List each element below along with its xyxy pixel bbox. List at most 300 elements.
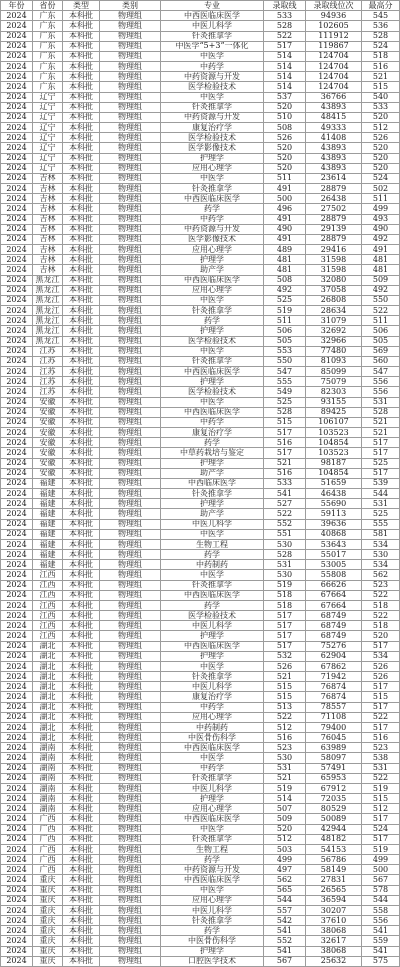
cell-category: 物理组 bbox=[100, 154, 161, 164]
cell-major: 中西医临床医学 bbox=[161, 814, 264, 824]
cell-category: 物理组 bbox=[100, 509, 161, 519]
cell-cutoff-score: 521 bbox=[264, 774, 306, 784]
cell-year: 2024 bbox=[1, 62, 33, 72]
cell-year: 2024 bbox=[1, 286, 33, 296]
cell-type: 本科批 bbox=[63, 581, 100, 591]
table-row bbox=[1, 367, 400, 377]
cell-cutoff-score: 555 bbox=[264, 377, 306, 387]
cell-cutoff-score: 481 bbox=[264, 255, 306, 265]
cell-category: 物理组 bbox=[100, 947, 161, 957]
cell-cutoff-score: 526 bbox=[264, 133, 306, 143]
cell-type: 本科批 bbox=[63, 713, 100, 723]
cell-province: 重庆 bbox=[33, 947, 63, 957]
cell-type: 本科批 bbox=[63, 316, 100, 326]
cell-type: 本科批 bbox=[63, 692, 100, 702]
cell-major: 中西医临床医学 bbox=[161, 11, 264, 21]
cell-cutoff-rank: 57491 bbox=[306, 764, 362, 774]
cell-cutoff-rank: 30207 bbox=[306, 906, 362, 916]
cell-cutoff-score: 553 bbox=[264, 347, 306, 357]
cell-year: 2024 bbox=[1, 743, 33, 753]
cell-year: 2024 bbox=[1, 784, 33, 794]
cell-max-score: 528 bbox=[362, 408, 400, 418]
cell-cutoff-score: 530 bbox=[264, 753, 306, 763]
cell-major: 应用心理学 bbox=[161, 896, 264, 906]
cell-max-score: 518 bbox=[362, 52, 400, 62]
cell-cutoff-score: 520 bbox=[264, 143, 306, 153]
cell-province: 广东 bbox=[33, 11, 63, 21]
cell-category: 物理组 bbox=[100, 276, 161, 286]
cell-cutoff-rank: 36766 bbox=[306, 93, 362, 103]
cell-cutoff-score: 525 bbox=[264, 296, 306, 306]
cell-cutoff-score: 522 bbox=[264, 32, 306, 42]
cell-province: 重庆 bbox=[33, 916, 63, 926]
cell-max-score: 521 bbox=[362, 428, 400, 438]
cell-max-score: 545 bbox=[362, 11, 400, 21]
cell-max-score: 517 bbox=[362, 835, 400, 845]
cell-major: 中医骨伤科学 bbox=[161, 733, 264, 743]
cell-province: 安徽 bbox=[33, 408, 63, 418]
cell-type: 本科批 bbox=[63, 743, 100, 753]
cell-category: 物理组 bbox=[100, 743, 161, 753]
cell-year: 2024 bbox=[1, 72, 33, 82]
cell-max-score: 506 bbox=[362, 326, 400, 336]
cell-category: 物理组 bbox=[100, 377, 161, 387]
cell-cutoff-score: 532 bbox=[264, 652, 306, 662]
table-row bbox=[1, 723, 400, 733]
cell-province: 江苏 bbox=[33, 367, 63, 377]
cell-year: 2024 bbox=[1, 296, 33, 306]
cell-cutoff-rank: 93155 bbox=[306, 398, 362, 408]
cell-max-score: 526 bbox=[362, 133, 400, 143]
cell-cutoff-score: 517 bbox=[264, 42, 306, 52]
cell-major: 针灸推拿学 bbox=[161, 357, 264, 367]
cell-max-score: 540 bbox=[362, 93, 400, 103]
cell-province: 湖北 bbox=[33, 703, 63, 713]
table-row bbox=[1, 347, 400, 357]
cell-year: 2024 bbox=[1, 93, 33, 103]
table-row bbox=[1, 235, 400, 245]
cell-cutoff-score: 506 bbox=[264, 326, 306, 336]
cell-category: 物理组 bbox=[100, 357, 161, 367]
cell-cutoff-score: 513 bbox=[264, 703, 306, 713]
table-row bbox=[1, 621, 400, 631]
cell-major: 中药制药 bbox=[161, 560, 264, 570]
cell-max-score: 512 bbox=[362, 804, 400, 814]
table-row bbox=[1, 428, 400, 438]
cell-province: 江西 bbox=[33, 601, 63, 611]
cell-major: 中药学 bbox=[161, 215, 264, 225]
cell-cutoff-rank: 55690 bbox=[306, 499, 362, 509]
cell-max-score: 518 bbox=[362, 621, 400, 631]
cell-major: 针灸推拿学 bbox=[161, 672, 264, 682]
cell-max-score: 509 bbox=[362, 276, 400, 286]
table-header-row bbox=[1, 1, 400, 11]
cell-major: 中医学 bbox=[161, 93, 264, 103]
cell-cutoff-score: 491 bbox=[264, 215, 306, 225]
cell-category: 物理组 bbox=[100, 143, 161, 153]
table-row bbox=[1, 499, 400, 509]
table-row bbox=[1, 886, 400, 896]
cell-max-score: 520 bbox=[362, 143, 400, 153]
cell-category: 物理组 bbox=[100, 479, 161, 489]
cell-type: 本科批 bbox=[63, 469, 100, 479]
cell-province: 江西 bbox=[33, 570, 63, 580]
cell-cutoff-score: 528 bbox=[264, 408, 306, 418]
cell-category: 物理组 bbox=[100, 570, 161, 580]
cell-year: 2024 bbox=[1, 255, 33, 265]
cell-type: 本科批 bbox=[63, 93, 100, 103]
cell-category: 物理组 bbox=[100, 601, 161, 611]
cell-province: 湖北 bbox=[33, 723, 63, 733]
cell-year: 2024 bbox=[1, 398, 33, 408]
cell-major: 药学 bbox=[161, 316, 264, 326]
cell-type: 本科批 bbox=[63, 367, 100, 377]
cell-max-score: 493 bbox=[362, 215, 400, 225]
cell-province: 福建 bbox=[33, 530, 63, 540]
cell-category: 物理组 bbox=[100, 326, 161, 336]
table-row bbox=[1, 479, 400, 489]
cell-major: 针灸推拿学 bbox=[161, 835, 264, 845]
cell-year: 2024 bbox=[1, 916, 33, 926]
cell-major: 药学 bbox=[161, 926, 264, 936]
cell-province: 辽宁 bbox=[33, 143, 63, 153]
cell-category: 物理组 bbox=[100, 408, 161, 418]
cell-category: 物理组 bbox=[100, 164, 161, 174]
cell-type: 本科批 bbox=[63, 194, 100, 204]
cell-major: 药学 bbox=[161, 601, 264, 611]
cell-max-score: 481 bbox=[362, 265, 400, 275]
cell-province: 广东 bbox=[33, 62, 63, 72]
cell-max-score: 581 bbox=[362, 530, 400, 540]
cell-max-score: 517 bbox=[362, 469, 400, 479]
table-row bbox=[1, 591, 400, 601]
cell-category: 物理组 bbox=[100, 306, 161, 316]
cell-cutoff-score: 537 bbox=[264, 93, 306, 103]
cell-category: 物理组 bbox=[100, 296, 161, 306]
table-row bbox=[1, 326, 400, 336]
cell-year: 2024 bbox=[1, 713, 33, 723]
cell-cutoff-score: 518 bbox=[264, 601, 306, 611]
cell-province: 辽宁 bbox=[33, 133, 63, 143]
cell-province: 江西 bbox=[33, 621, 63, 631]
cell-cutoff-rank: 76874 bbox=[306, 692, 362, 702]
cell-cutoff-rank: 54153 bbox=[306, 845, 362, 855]
cell-cutoff-rank: 104854 bbox=[306, 438, 362, 448]
cell-major: 医学检验技术 bbox=[161, 337, 264, 347]
cell-max-score: 533 bbox=[362, 103, 400, 113]
cell-cutoff-score: 481 bbox=[264, 265, 306, 275]
cell-cutoff-rank: 76045 bbox=[306, 733, 362, 743]
cell-major: 中西医临床医学 bbox=[161, 276, 264, 286]
table-row bbox=[1, 794, 400, 804]
table-row bbox=[1, 682, 400, 692]
cell-cutoff-rank: 42944 bbox=[306, 825, 362, 835]
table-row bbox=[1, 32, 400, 42]
cell-major: 中医学 bbox=[161, 825, 264, 835]
cell-cutoff-rank: 25632 bbox=[306, 957, 362, 967]
cell-cutoff-score: 496 bbox=[264, 204, 306, 214]
cell-type: 本科批 bbox=[63, 326, 100, 336]
cell-max-score: 519 bbox=[362, 845, 400, 855]
cell-cutoff-rank: 40868 bbox=[306, 530, 362, 540]
cell-max-score: 492 bbox=[362, 235, 400, 245]
cell-major: 护理学 bbox=[161, 154, 264, 164]
table-row bbox=[1, 52, 400, 62]
table-row bbox=[1, 316, 400, 326]
cell-year: 2024 bbox=[1, 631, 33, 641]
cell-cutoff-score: 515 bbox=[264, 418, 306, 428]
cell-max-score: 528 bbox=[362, 32, 400, 42]
cell-type: 本科批 bbox=[63, 794, 100, 804]
cell-max-score: 520 bbox=[362, 154, 400, 164]
cell-province: 吉林 bbox=[33, 215, 63, 225]
table-row bbox=[1, 21, 400, 31]
cell-cutoff-rank: 32692 bbox=[306, 326, 362, 336]
cell-major: 中药资源与开发 bbox=[161, 865, 264, 875]
cell-cutoff-score: 521 bbox=[264, 672, 306, 682]
cell-major: 中草药栽培与鉴定 bbox=[161, 448, 264, 458]
cell-province: 重庆 bbox=[33, 906, 63, 916]
cell-type: 本科批 bbox=[63, 448, 100, 458]
cell-cutoff-score: 522 bbox=[264, 509, 306, 519]
cell-province: 吉林 bbox=[33, 174, 63, 184]
cell-max-score: 567 bbox=[362, 875, 400, 885]
cell-cutoff-score: 518 bbox=[264, 591, 306, 601]
cell-cutoff-rank: 72035 bbox=[306, 794, 362, 804]
cell-major: 护理学 bbox=[161, 377, 264, 387]
cell-year: 2024 bbox=[1, 530, 33, 540]
table-row bbox=[1, 448, 400, 458]
cell-type: 本科批 bbox=[63, 764, 100, 774]
cell-major: 中医骨伤科学 bbox=[161, 936, 264, 946]
cell-cutoff-score: 520 bbox=[264, 825, 306, 835]
cell-max-score: 538 bbox=[362, 753, 400, 763]
table-row bbox=[1, 957, 400, 967]
cell-cutoff-rank: 67664 bbox=[306, 601, 362, 611]
cell-year: 2024 bbox=[1, 21, 33, 31]
cell-province: 辽宁 bbox=[33, 123, 63, 133]
cell-category: 物理组 bbox=[100, 550, 161, 560]
table-row bbox=[1, 62, 400, 72]
cell-max-score: 522 bbox=[362, 774, 400, 784]
cell-cutoff-rank: 29139 bbox=[306, 225, 362, 235]
cell-year: 2024 bbox=[1, 682, 33, 692]
cell-type: 本科批 bbox=[63, 814, 100, 824]
cell-province: 吉林 bbox=[33, 245, 63, 255]
cell-cutoff-score: 528 bbox=[264, 550, 306, 560]
cell-province: 广东 bbox=[33, 52, 63, 62]
cell-category: 物理组 bbox=[100, 886, 161, 896]
cell-year: 2024 bbox=[1, 642, 33, 652]
cell-major: 针灸推拿学 bbox=[161, 32, 264, 42]
cell-major: 康复治疗学 bbox=[161, 692, 264, 702]
cell-category: 物理组 bbox=[100, 204, 161, 214]
cell-province: 重庆 bbox=[33, 896, 63, 906]
cell-cutoff-score: 565 bbox=[264, 886, 306, 896]
cell-province: 辽宁 bbox=[33, 113, 63, 123]
table-row bbox=[1, 753, 400, 763]
cell-year: 2024 bbox=[1, 489, 33, 499]
table-row bbox=[1, 642, 400, 652]
cell-province: 辽宁 bbox=[33, 93, 63, 103]
cell-cutoff-rank: 85099 bbox=[306, 367, 362, 377]
cell-cutoff-rank: 111912 bbox=[306, 32, 362, 42]
cell-category: 物理组 bbox=[100, 682, 161, 692]
table-row bbox=[1, 459, 400, 469]
cell-year: 2024 bbox=[1, 947, 33, 957]
cell-category: 物理组 bbox=[100, 703, 161, 713]
cell-max-score: 500 bbox=[362, 865, 400, 875]
cell-year: 2024 bbox=[1, 621, 33, 631]
cell-type: 本科批 bbox=[63, 265, 100, 275]
cell-cutoff-score: 517 bbox=[264, 631, 306, 641]
table-row bbox=[1, 764, 400, 774]
cell-cutoff-score: 530 bbox=[264, 570, 306, 580]
cell-cutoff-score: 544 bbox=[264, 896, 306, 906]
cell-province: 江苏 bbox=[33, 357, 63, 367]
cell-major: 药学 bbox=[161, 855, 264, 865]
cell-category: 物理组 bbox=[100, 611, 161, 621]
cell-category: 物理组 bbox=[100, 652, 161, 662]
cell-type: 本科批 bbox=[63, 936, 100, 946]
cell-max-score: 531 bbox=[362, 499, 400, 509]
cell-category: 物理组 bbox=[100, 825, 161, 835]
cell-major: 中医儿科学 bbox=[161, 21, 264, 31]
cell-max-score: 499 bbox=[362, 204, 400, 214]
cell-major: 中西医临床医学 bbox=[161, 743, 264, 753]
cell-province: 湖南 bbox=[33, 743, 63, 753]
table-row bbox=[1, 875, 400, 885]
header-year: 年份 bbox=[1, 1, 33, 11]
cell-year: 2024 bbox=[1, 672, 33, 682]
table-row bbox=[1, 184, 400, 194]
cell-category: 物理组 bbox=[100, 560, 161, 570]
table-row bbox=[1, 530, 400, 540]
cell-year: 2024 bbox=[1, 225, 33, 235]
cell-cutoff-rank: 50089 bbox=[306, 814, 362, 824]
cell-cutoff-rank: 55017 bbox=[306, 550, 362, 560]
cell-cutoff-score: 547 bbox=[264, 367, 306, 377]
cell-cutoff-rank: 66626 bbox=[306, 581, 362, 591]
cell-type: 本科批 bbox=[63, 184, 100, 194]
cell-province: 广西 bbox=[33, 845, 63, 855]
cell-major: 护理学 bbox=[161, 631, 264, 641]
cell-category: 物理组 bbox=[100, 32, 161, 42]
table-row bbox=[1, 174, 400, 184]
cell-max-score: 522 bbox=[362, 306, 400, 316]
cell-category: 物理组 bbox=[100, 194, 161, 204]
cell-year: 2024 bbox=[1, 194, 33, 204]
cell-type: 本科批 bbox=[63, 875, 100, 885]
cell-max-score: 534 bbox=[362, 540, 400, 550]
cell-cutoff-rank: 32617 bbox=[306, 936, 362, 946]
cell-cutoff-rank: 53643 bbox=[306, 540, 362, 550]
cell-year: 2024 bbox=[1, 753, 33, 763]
cell-cutoff-score: 516 bbox=[264, 469, 306, 479]
cell-cutoff-score: 500 bbox=[264, 194, 306, 204]
cell-type: 本科批 bbox=[63, 21, 100, 31]
cell-cutoff-score: 525 bbox=[264, 398, 306, 408]
cell-type: 本科批 bbox=[63, 886, 100, 896]
cell-province: 广西 bbox=[33, 814, 63, 824]
table-row bbox=[1, 133, 400, 143]
cell-cutoff-score: 533 bbox=[264, 479, 306, 489]
table-row bbox=[1, 611, 400, 621]
cell-type: 本科批 bbox=[63, 753, 100, 763]
cell-province: 福建 bbox=[33, 489, 63, 499]
cell-category: 物理组 bbox=[100, 692, 161, 702]
cell-max-score: 524 bbox=[362, 174, 400, 184]
cell-province: 湖北 bbox=[33, 692, 63, 702]
cell-type: 本科批 bbox=[63, 560, 100, 570]
cell-cutoff-score: 510 bbox=[264, 113, 306, 123]
cell-cutoff-rank: 65953 bbox=[306, 774, 362, 784]
table-row bbox=[1, 550, 400, 560]
cell-max-score: 519 bbox=[362, 784, 400, 794]
cell-province: 江西 bbox=[33, 611, 63, 621]
cell-type: 本科批 bbox=[63, 926, 100, 936]
table-row bbox=[1, 123, 400, 133]
cell-major: 针灸推拿学 bbox=[161, 184, 264, 194]
cell-year: 2024 bbox=[1, 204, 33, 214]
cell-major: 医学影像技术 bbox=[161, 143, 264, 153]
cell-major: 中西医临床医学 bbox=[161, 642, 264, 652]
cell-province: 吉林 bbox=[33, 204, 63, 214]
cell-category: 物理组 bbox=[100, 621, 161, 631]
cell-major: 中药学 bbox=[161, 764, 264, 774]
cell-year: 2024 bbox=[1, 123, 33, 133]
table-row bbox=[1, 896, 400, 906]
cell-max-score: 520 bbox=[362, 164, 400, 174]
cell-year: 2024 bbox=[1, 164, 33, 174]
table-row bbox=[1, 418, 400, 428]
header-category: 类别 bbox=[100, 1, 161, 11]
cell-year: 2024 bbox=[1, 611, 33, 621]
cell-type: 本科批 bbox=[63, 62, 100, 72]
cell-type: 本科批 bbox=[63, 489, 100, 499]
cell-max-score: 516 bbox=[362, 733, 400, 743]
cell-year: 2024 bbox=[1, 540, 33, 550]
cell-type: 本科批 bbox=[63, 784, 100, 794]
table-row bbox=[1, 143, 400, 153]
table-row bbox=[1, 154, 400, 164]
table-row bbox=[1, 489, 400, 499]
cell-max-score: 558 bbox=[362, 906, 400, 916]
cell-province: 广西 bbox=[33, 855, 63, 865]
cell-province: 湖北 bbox=[33, 733, 63, 743]
cell-province: 黑龙江 bbox=[33, 296, 63, 306]
cell-cutoff-score: 503 bbox=[264, 845, 306, 855]
cell-cutoff-score: 514 bbox=[264, 794, 306, 804]
cell-cutoff-rank: 46438 bbox=[306, 489, 362, 499]
cell-year: 2024 bbox=[1, 814, 33, 824]
cell-cutoff-rank: 71108 bbox=[306, 713, 362, 723]
cell-year: 2024 bbox=[1, 703, 33, 713]
cell-province: 吉林 bbox=[33, 255, 63, 265]
cell-type: 本科批 bbox=[63, 499, 100, 509]
cell-cutoff-rank: 31598 bbox=[306, 265, 362, 275]
cell-cutoff-score: 522 bbox=[264, 713, 306, 723]
cell-type: 本科批 bbox=[63, 164, 100, 174]
cell-cutoff-rank: 55808 bbox=[306, 570, 362, 580]
cell-major: 中医学 bbox=[161, 398, 264, 408]
cell-max-score: 526 bbox=[362, 672, 400, 682]
cell-category: 物理组 bbox=[100, 764, 161, 774]
cell-max-score: 562 bbox=[362, 570, 400, 580]
cell-province: 福建 bbox=[33, 509, 63, 519]
cell-type: 本科批 bbox=[63, 621, 100, 631]
cell-cutoff-rank: 102605 bbox=[306, 21, 362, 31]
